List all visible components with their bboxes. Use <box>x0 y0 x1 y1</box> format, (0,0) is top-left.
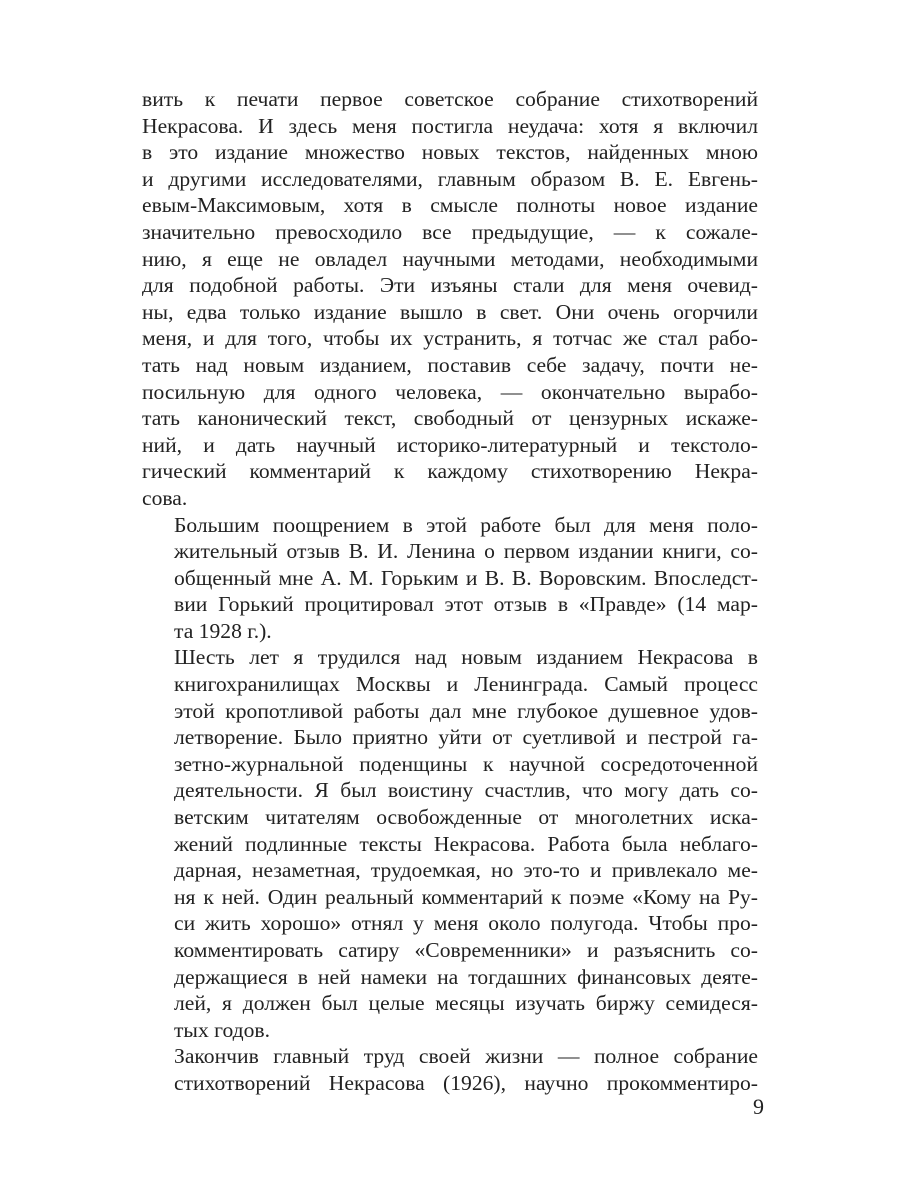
text-line: летворение. Было приятно уйти от суетливой и пестрой га- <box>174 725 758 750</box>
text-line: меня, и для того, чтобы их устранить, я тотчас же стал рабо- <box>142 326 758 351</box>
text-line: тать над новым изданием, поставив себе задачу, почти не- <box>142 352 758 377</box>
text-line: держащиеся в ней намеки на тогдашних финансовых деяте- <box>174 964 758 989</box>
page-number: 9 <box>753 1094 764 1119</box>
text-line: вии Горький процитировал этот отзыв в «Правде» (14 мар- <box>174 592 758 617</box>
text-line: посильную для одного человека, — окончательно вырабо- <box>142 379 758 404</box>
text-line: вить к печати первое советское собрание стихотворений <box>142 87 758 111</box>
text-line: лей, я должен был целые месяцы изучать биржу семидеся- <box>174 991 758 1016</box>
text-line: ня к ней. Один реальный комментарий к поэме «Кому на Ру- <box>174 884 758 909</box>
text-line: комментировать сатиру «Современники» и разъяснить со- <box>174 938 758 962</box>
text-line: зетно-журнальной поденщины к научной сосредоточенной <box>174 751 758 776</box>
text-line: значительно превосходило все предыдущие, — к сожале- <box>142 219 758 244</box>
paragraph-1 <box>142 86 758 512</box>
paragraph-4 <box>142 1043 758 1096</box>
text-line: Шесть лет я трудился над новым изданием Некрасова в <box>174 645 758 670</box>
paragraph-3 <box>142 644 758 1043</box>
text-line: тых годов. <box>174 1017 271 1042</box>
text-line: ны, едва только издание вышло в свет. Они очень огорчили <box>142 299 758 324</box>
text-line: гический комментарий к каждому стихотворению Некра- <box>142 459 758 484</box>
text-line: евым-Максимовым, хотя в смысле полноты новое издание <box>142 193 758 218</box>
text-line: в это издание множество новых текстов, найденных мною <box>142 140 758 165</box>
text-line: стихотворений Некрасова (1926), научно прокомментиро- <box>174 1070 758 1095</box>
text-line: дарная, незаметная, трудоемкая, но это-то и привлекало ме- <box>174 858 758 883</box>
text-line: и другими исследователями, главным образом В. Е. Евгень- <box>142 166 758 191</box>
text-line: книгохранилищах Москвы и Ленинграда. Самый процесс <box>174 672 758 697</box>
paragraph-2 <box>142 512 758 645</box>
text-line: си жить хорошо» отнял у меня около полугода. Чтобы про- <box>174 911 758 936</box>
text-line: тать канонический текст, свободный от цензурных искаже- <box>142 406 758 431</box>
page-text <box>142 86 758 1097</box>
text-line: жений подлинные тексты Некрасова. Работа была неблаго- <box>174 831 758 856</box>
text-line: нию, я еще не овладел научными методами, необходимыми <box>142 246 758 271</box>
text-line: деятельности. Я был воистину счастлив, что могу дать со- <box>174 778 758 803</box>
text-line: сова. <box>142 485 188 510</box>
text-line: та 1928 г.). <box>174 618 272 643</box>
text-line: этой кропотливой работы дал мне глубокое душевное удов- <box>174 698 758 723</box>
text-line: ний, и дать научный историко-литературный и текстоло- <box>142 432 758 457</box>
text-line: для подобной работы. Эти изъяны стали для меня очевид- <box>142 273 758 298</box>
text-line: ветским читателям освобожденные от многолетних иска- <box>174 805 758 830</box>
text-line: Некрасова. И здесь меня постигла неудача: хотя я включил <box>142 113 758 138</box>
text-line: Большим поощрением в этой работе был для меня поло- <box>174 512 758 537</box>
text-line: Закончив главный труд своей жизни — полное собрание <box>174 1044 758 1069</box>
text-line: жительный отзыв В. И. Ленина о первом издании книги, со- <box>174 539 758 564</box>
text-line: общенный мне А. М. Горьким и В. В. Воровским. Впоследст- <box>174 565 758 590</box>
